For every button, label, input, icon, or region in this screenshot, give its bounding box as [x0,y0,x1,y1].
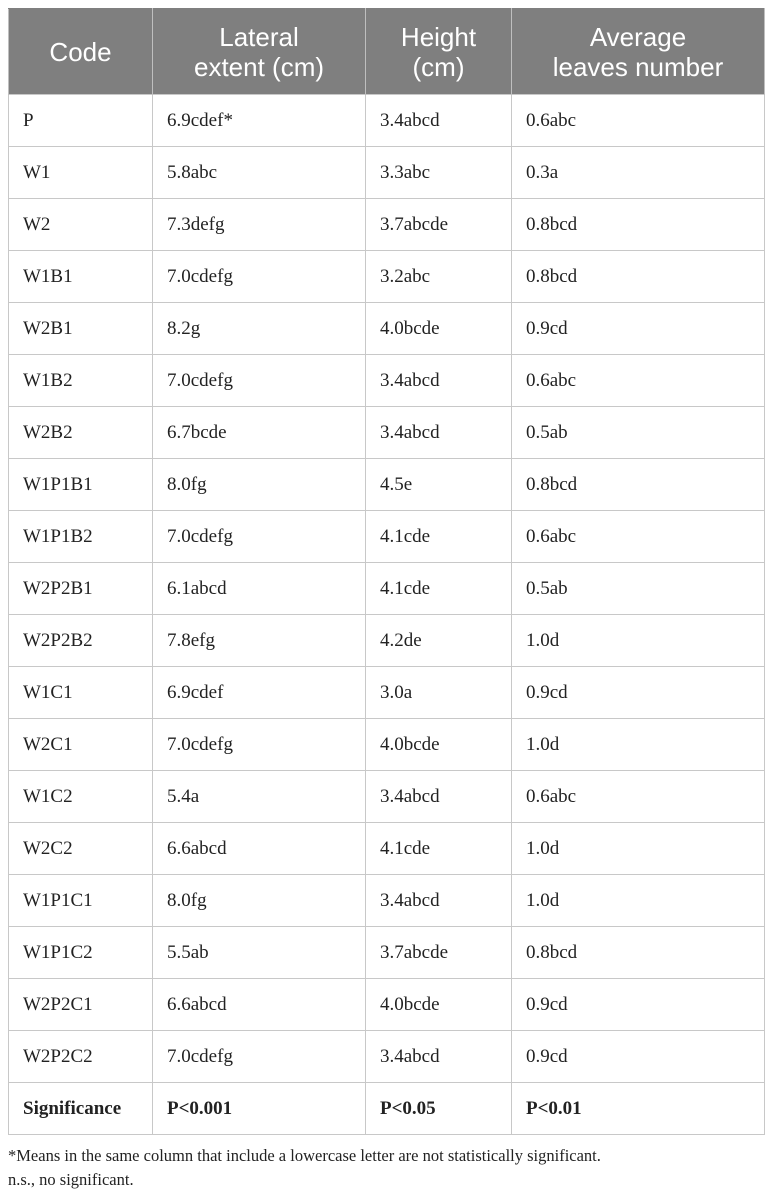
cell-lateral-extent: 7.0cdefg [153,719,366,771]
footnote-ns: n.s., no significant. [8,1170,134,1189]
cell-lateral-extent: 6.6abcd [153,979,366,1031]
cell-average-leaves: 0.9cd [512,979,765,1031]
cell-height: 4.5e [366,459,512,511]
cell-code: W1C1 [9,667,153,719]
header-average-leaves [512,9,765,95]
table-row [9,199,765,251]
cell-code: W1B2 [9,355,153,407]
cell-height: 4.0bcde [366,979,512,1031]
cell-average-leaves: 0.9cd [512,667,765,719]
cell-height: 3.2abc [366,251,512,303]
footnote-significance-letters: *Means in the same column that include a lowercase letter are not statistically significant. [8,1146,601,1165]
cell-lateral-extent: 6.1abcd [153,563,366,615]
cell-code: W2P2B1 [9,563,153,615]
cell-code: W2P2C1 [9,979,153,1031]
cell-lateral-extent: 6.9cdef* [153,95,366,147]
cell-code: W2B1 [9,303,153,355]
header-row [9,9,765,95]
cell-height: 4.1cde [366,823,512,875]
significance-label: Significance [9,1083,153,1135]
cell-lateral-extent: 6.7bcde [153,407,366,459]
significance-row [9,1083,765,1135]
cell-average-leaves: 0.8bcd [512,927,765,979]
table-row [9,823,765,875]
header-height-line2: (cm) [412,51,465,82]
cell-code: W2P2C2 [9,1031,153,1083]
cell-average-leaves: 0.9cd [512,1031,765,1083]
header-code-label: Code [49,36,112,67]
table-row [9,459,765,511]
cell-lateral-extent: 8.2g [153,303,366,355]
cell-height: 3.4abcd [366,407,512,459]
cell-average-leaves: 0.9cd [512,303,765,355]
cell-average-leaves: 0.6abc [512,95,765,147]
cell-average-leaves: 0.6abc [512,355,765,407]
table-row [9,719,765,771]
table-row [9,615,765,667]
table-row [9,563,765,615]
cell-code: W1P1B2 [9,511,153,563]
cell-height: 3.4abcd [366,1031,512,1083]
data-table [8,8,765,1135]
table-row [9,303,765,355]
table-row [9,667,765,719]
significance-height: P<0.05 [366,1083,512,1135]
cell-code: W1B1 [9,251,153,303]
cell-lateral-extent: 5.5ab [153,927,366,979]
cell-height: 4.1cde [366,563,512,615]
table-row [9,251,765,303]
table-body [9,95,765,1135]
header-leaves-line1: Average [589,21,687,52]
header-lateral-extent [153,9,366,95]
cell-code: W2 [9,199,153,251]
cell-lateral-extent: 7.3defg [153,199,366,251]
cell-code: W1 [9,147,153,199]
cell-average-leaves: 0.6abc [512,511,765,563]
cell-code: W1P1C2 [9,927,153,979]
cell-average-leaves: 1.0d [512,719,765,771]
cell-lateral-extent: 5.4a [153,771,366,823]
header-leaves-line2: leaves number [552,51,724,82]
cell-height: 3.7abcde [366,199,512,251]
table-row [9,771,765,823]
cell-code: W1P1B1 [9,459,153,511]
cell-average-leaves: 0.3a [512,147,765,199]
cell-lateral-extent: 7.0cdefg [153,511,366,563]
cell-height: 3.7abcde [366,927,512,979]
cell-average-leaves: 0.5ab [512,563,765,615]
cell-code: W1C2 [9,771,153,823]
cell-average-leaves: 0.5ab [512,407,765,459]
table-row [9,355,765,407]
cell-lateral-extent: 8.0fg [153,459,366,511]
cell-height: 4.1cde [366,511,512,563]
cell-lateral-extent: 7.0cdefg [153,251,366,303]
cell-average-leaves: 0.6abc [512,771,765,823]
table-footnotes [8,1144,768,1192]
header-lateral-line2: extent (cm) [193,51,325,82]
table-row [9,1031,765,1083]
cell-lateral-extent: 5.8abc [153,147,366,199]
cell-lateral-extent: 7.0cdefg [153,1031,366,1083]
cell-average-leaves: 1.0d [512,615,765,667]
header-height [366,9,512,95]
cell-code: W2C2 [9,823,153,875]
cell-height: 3.4abcd [366,875,512,927]
cell-lateral-extent: 7.8efg [153,615,366,667]
cell-code: W2B2 [9,407,153,459]
header-height-line1: Height [400,21,477,52]
cell-average-leaves: 0.8bcd [512,459,765,511]
cell-height: 4.2de [366,615,512,667]
cell-code: P [9,95,153,147]
table-row [9,511,765,563]
cell-lateral-extent: 8.0fg [153,875,366,927]
cell-average-leaves: 1.0d [512,875,765,927]
cell-height: 3.4abcd [366,355,512,407]
significance-leaves: P<0.01 [512,1083,765,1135]
cell-height: 3.4abcd [366,95,512,147]
table-row [9,147,765,199]
cell-average-leaves: 0.8bcd [512,199,765,251]
cell-code: W2P2B2 [9,615,153,667]
cell-height: 4.0bcde [366,303,512,355]
header-code [9,9,153,95]
cell-lateral-extent: 7.0cdefg [153,355,366,407]
table-header [9,9,765,95]
cell-height: 3.0a [366,667,512,719]
cell-lateral-extent: 6.9cdef [153,667,366,719]
cell-code: W2C1 [9,719,153,771]
table-row [9,407,765,459]
table-row [9,927,765,979]
header-lateral-line1: Lateral [219,21,299,52]
data-table-container [8,8,764,1135]
cell-height: 3.3abc [366,147,512,199]
table-row [9,875,765,927]
table-row [9,95,765,147]
cell-code: W1P1C1 [9,875,153,927]
cell-height: 3.4abcd [366,771,512,823]
significance-lateral: P<0.001 [153,1083,366,1135]
table-row [9,979,765,1031]
cell-height: 4.0bcde [366,719,512,771]
cell-average-leaves: 1.0d [512,823,765,875]
cell-lateral-extent: 6.6abcd [153,823,366,875]
cell-average-leaves: 0.8bcd [512,251,765,303]
